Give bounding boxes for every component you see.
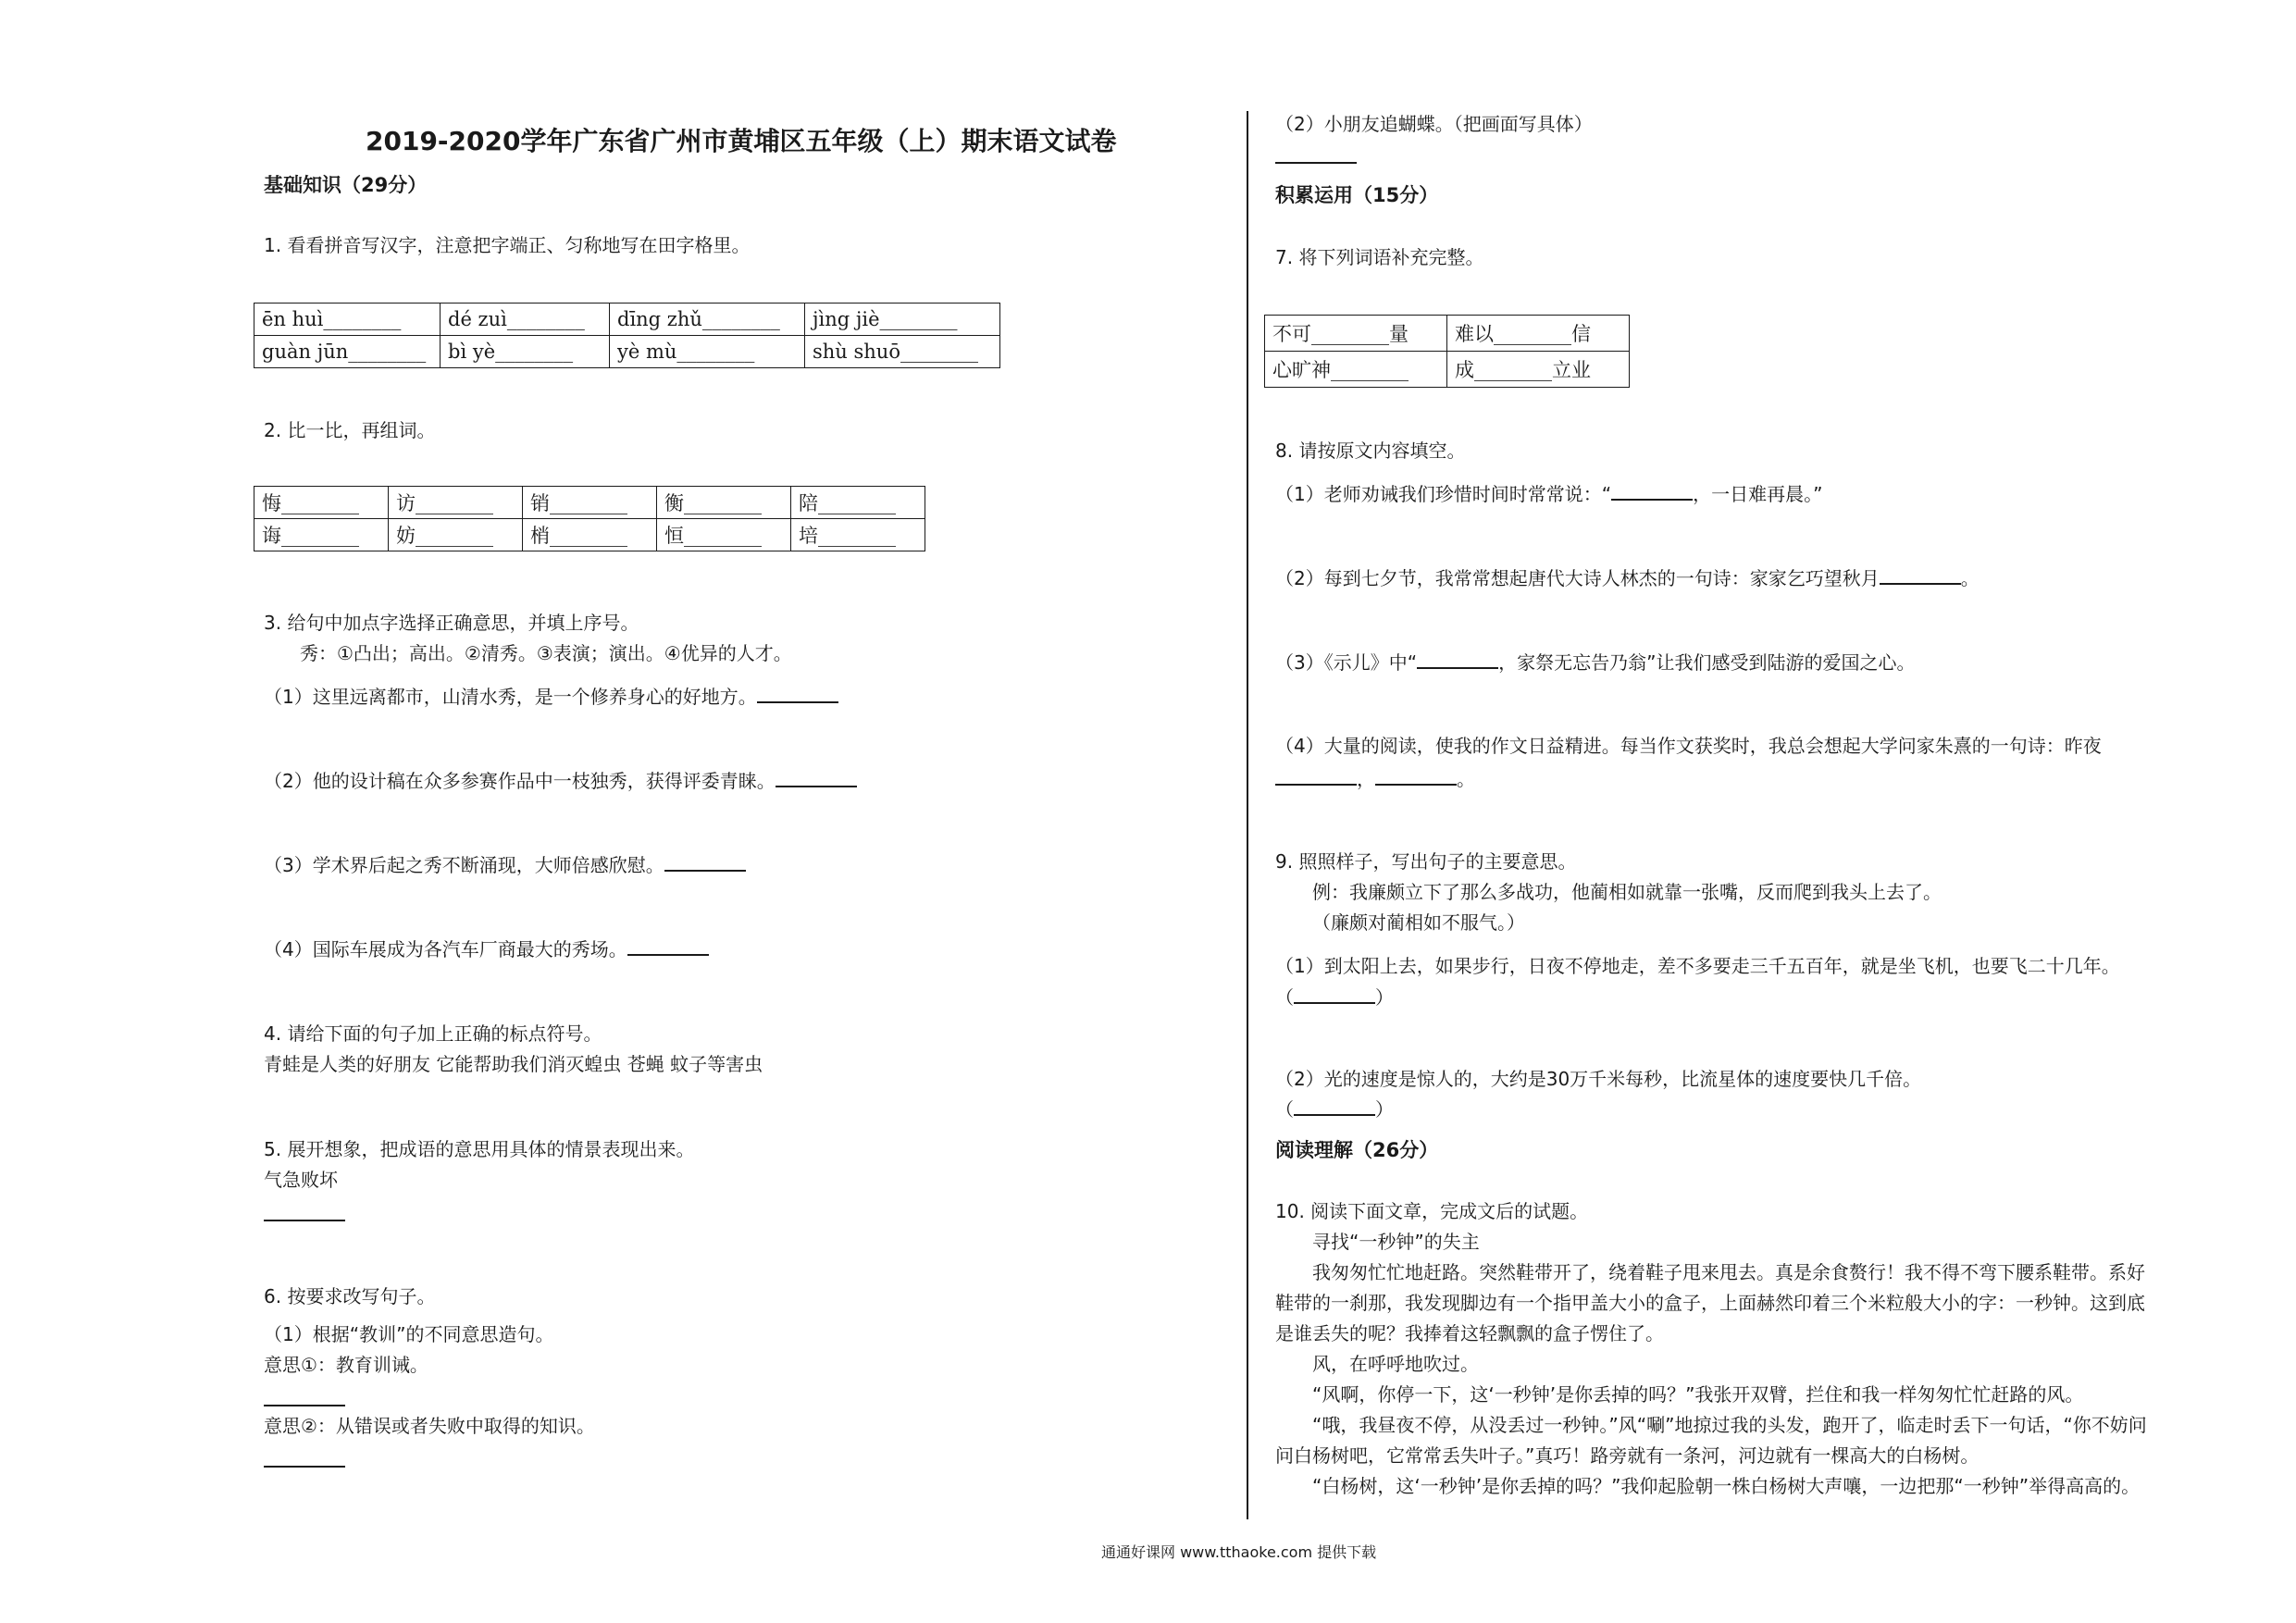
answer-blank[interactable]: [1294, 1096, 1375, 1116]
answer-line[interactable]: [264, 1466, 345, 1468]
answer-line[interactable]: [264, 1220, 345, 1221]
q8-prompt: 8. 请按原文内容填空。: [1275, 440, 1466, 462]
q1-prompt: 1. 看看拼音写汉字，注意把字端正、匀称地写在田字格里。: [264, 234, 751, 256]
q8-item-3: （3）《示儿》中“ ，家祭无忘告乃翁”让我们感受到陆游的爱国之心。: [1275, 649, 1915, 675]
page-title: 2019-2020学年广东省广州市黄埔区五年级（上）期末语文试卷: [366, 126, 1117, 156]
q9-item-1-answer: （ ）: [1275, 984, 1394, 1010]
word-cell[interactable]: 妨________: [389, 519, 523, 551]
word-cell[interactable]: 成________立业: [1447, 352, 1630, 388]
pinyin-cell[interactable]: dīng zhǔ________: [610, 304, 805, 336]
answer-line[interactable]: [1275, 162, 1357, 164]
answer-blank[interactable]: [1375, 765, 1457, 786]
story-line: “风啊，你停一下，这‘一秒钟’是你丢掉的吗？”我张开双臂，拦住和我一样匆匆忙忙赶路的风。: [1312, 1383, 2084, 1406]
answer-blank[interactable]: [1880, 564, 1961, 585]
word-cell[interactable]: 恒________: [657, 519, 791, 551]
section-reading-heading: 阅读理解（26分）: [1275, 1139, 1439, 1161]
q9-item-2: （2）光的速度是惊人的，大约是30万千米每秒，比流星体的速度要快几千倍。: [1275, 1068, 1922, 1090]
answer-blank[interactable]: [1275, 765, 1357, 786]
story-line: 鞋带的一刹那，我发现脚边有一个指甲盖大小的盒子，上面赫然印着三个米粒般大小的字：一秒钟。这到底: [1275, 1292, 2145, 1314]
q8-item-4-line2: ， 。: [1275, 765, 1475, 792]
q9-prompt: 9. 照照样子，写出句子的主要意思。: [1275, 850, 1577, 873]
answer-blank[interactable]: [664, 851, 746, 872]
story-line: 是谁丢失的呢？我捧着这轻飘飘的盒子愣住了。: [1275, 1322, 1664, 1344]
word-cell[interactable]: 培________: [791, 519, 925, 551]
pinyin-cell[interactable]: ēn huì________: [254, 304, 441, 336]
q8-item-1: （1）老师劝诫我们珍惜时间时常常说：“ ，一日难再晨。”: [1275, 480, 1822, 507]
q8-item-4-line1: （4）大量的阅读，使我的作文日益精进。每当作文获奖时，我总会想起大学问家朱熹的一句诗：昨夜: [1275, 735, 2102, 757]
word-cell[interactable]: 诲________: [254, 519, 389, 551]
section-basic-heading: 基础知识（29分）: [264, 174, 428, 196]
story-line: “白杨树，这‘一秒钟’是你丢掉的吗？”我仰起脸朝一株白杨树大声嚷，一边把那“一秒钟”举得高高的。: [1312, 1475, 2141, 1497]
q8-item-2: （2）每到七夕节，我常常想起唐代大诗人林杰的一句诗：家家乞巧望秋月 。: [1275, 564, 1980, 591]
q1-pinyin-table: [254, 303, 1000, 368]
answer-blank[interactable]: [776, 767, 857, 787]
story-line: “哦，我昼夜不停，从没丢过一秒钟。”风“唰”地掠过我的头发，跑开了，临走时丢下一句话，“你不妨问: [1312, 1414, 2147, 1436]
q6-meaning1: 意思①：教育训诫。: [264, 1354, 428, 1376]
q3-item-3: （3）学术界后起之秀不断涌现，大师倍感欣慰。: [264, 851, 746, 878]
q2-prompt: 2. 比一比，再组词。: [264, 419, 436, 441]
pinyin-cell[interactable]: dé zuì________: [441, 304, 610, 336]
q4-prompt: 4. 请给下面的句子加上正确的标点符号。: [264, 1022, 602, 1045]
word-cell[interactable]: 悔________: [254, 487, 389, 519]
q3-options: 秀：①凸出；高出。②清秀。③表演；演出。④优异的人才。: [300, 642, 792, 664]
q5-idiom: 气急败坏: [264, 1169, 338, 1191]
story-title: 寻找“一秒钟”的失主: [1312, 1231, 1480, 1253]
word-cell[interactable]: 访________: [389, 487, 523, 519]
q9-item-1: （1）到太阳上去，如果步行，日夜不停地走，差不多要走三千五百年，就是坐飞机，也要飞二十几年。: [1275, 955, 2120, 977]
q6-meaning2: 意思②：从错误或者失败中取得的知识。: [264, 1415, 595, 1437]
story-line: 问白杨树吧，它常常丢失叶子。”真巧！路旁就有一条河，河边就有一棵高大的白杨树。: [1275, 1444, 1980, 1467]
answer-blank[interactable]: [1417, 649, 1498, 669]
q10-prompt: 10. 阅读下面文章，完成文后的试题。: [1275, 1200, 1589, 1222]
q4-sentence: 青蛙是人类的好朋友 它能帮助我们消灭蝗虫 苍蝇 蚊子等害虫: [264, 1053, 763, 1075]
story-line: 我匆匆忙忙地赶路。突然鞋带开了，绕着鞋子甩来甩去。真是余食赘行！我不得不弯下腰系鞋带。系好: [1312, 1261, 2145, 1283]
q2-compare-table: [254, 486, 925, 551]
q3-item-1: （1）这里远离都市，山清水秀，是一个修养身心的好地方。: [264, 683, 838, 710]
table-row: [254, 519, 925, 551]
q9-item-2-answer: （ ）: [1275, 1096, 1394, 1122]
word-cell[interactable]: 不可________量: [1265, 316, 1447, 352]
story-line: 风，在呼呼地吹过。: [1312, 1353, 1479, 1375]
word-cell[interactable]: 梢________: [523, 519, 657, 551]
q3-prompt: 3. 给句中加点字选择正确意思，并填上序号。: [264, 612, 639, 634]
q7-prompt: 7. 将下列词语补充完整。: [1275, 246, 1484, 268]
q9-example: 例：我廉颇立下了那么多战功，他蔺相如就靠一张嘴，反而爬到我头上去了。: [1312, 881, 1942, 903]
word-cell[interactable]: 心旷神________: [1265, 352, 1447, 388]
answer-blank[interactable]: [757, 683, 838, 703]
q6-sub2: （2）小朋友追蝴蝶。（把画面写具体）: [1275, 113, 1593, 135]
section-accumulate-heading: 积累运用（15分）: [1275, 184, 1439, 206]
table-row: [254, 304, 1000, 336]
q9-example-answer: （廉颇对蔺相如不服气。）: [1312, 911, 1525, 934]
q3-item-4: （4）国际车展成为各汽车厂商最大的秀场。: [264, 935, 709, 962]
word-cell[interactable]: 难以________信: [1447, 316, 1630, 352]
word-cell[interactable]: 衡________: [657, 487, 791, 519]
pinyin-cell[interactable]: bì yè________: [441, 336, 610, 368]
column-divider: [1247, 111, 1248, 1519]
pinyin-cell[interactable]: shù shuō________: [805, 336, 1000, 368]
pinyin-cell[interactable]: yè mù________: [610, 336, 805, 368]
q6-sub1: （1）根据“教训”的不同意思造句。: [264, 1323, 554, 1345]
answer-blank[interactable]: [627, 935, 709, 956]
answer-blank[interactable]: [1294, 984, 1375, 1004]
answer-blank[interactable]: [1611, 480, 1693, 501]
pinyin-cell[interactable]: guàn jūn________: [254, 336, 441, 368]
word-cell[interactable]: 销________: [523, 487, 657, 519]
table-row: [254, 336, 1000, 368]
pinyin-cell[interactable]: jìng jiè________: [805, 304, 1000, 336]
table-row: [1265, 352, 1630, 388]
table-row: [254, 487, 925, 519]
q5-prompt: 5. 展开想象，把成语的意思用具体的情景表现出来。: [264, 1138, 695, 1160]
table-row: [1265, 316, 1630, 352]
q6-prompt: 6. 按要求改写句子。: [264, 1285, 436, 1307]
answer-line[interactable]: [264, 1405, 345, 1406]
q7-words-table: [1264, 315, 1630, 388]
footer-text: 通通好课网 www.tthaoke.com 提供下载: [1101, 1543, 1377, 1561]
q3-item-2: （2）他的设计稿在众多参赛作品中一枝独秀，获得评委青睐。: [264, 767, 857, 794]
word-cell[interactable]: 陪________: [791, 487, 925, 519]
